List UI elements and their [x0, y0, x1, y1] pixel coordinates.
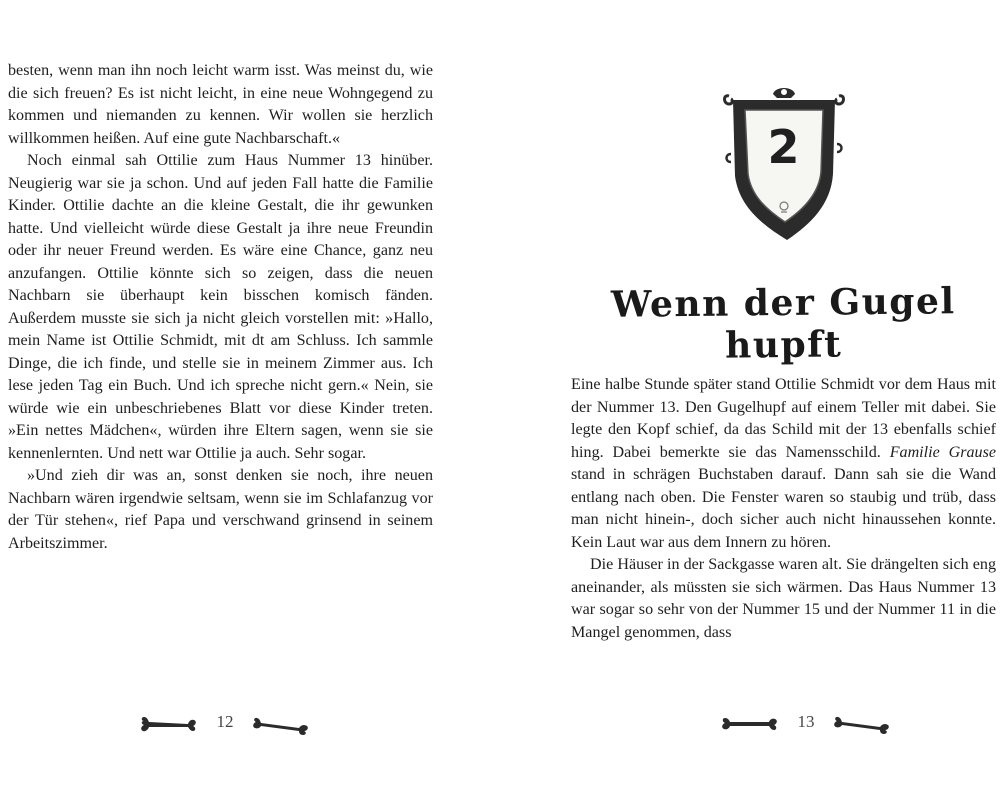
chapter-frame [721, 84, 847, 244]
page-footer [721, 708, 891, 742]
paragraph-text: stand in schrägen Buchstaben darauf. Dann sah sie die Wand entlang nach oben. Die Fenster waren so staubig und trüb, dass man nicht hinein-, doch sicher auch nicht hinaussehen konnte. Kein Laut war aus dem Innern zu hören. [571, 466, 996, 551]
bone-icon [721, 714, 779, 736]
paragraph: Noch einmal sah Ottilie zum Haus Nummer 13 hinüber. Neugierig war sie ja schon. Und auf jeden Fall hatte die Familie Kinder. Ottilie dachte an die kleine Gestalt, die ihr gewunken hatte. Und vielleicht würde diese Gestalt ja ihre neue Freundin oder ihr neuer Freund werden. Es wäre eine Chance, ganz neu anzufangen. Ottilie könnte sich so zeigen, dass die neuen Nachbarn sie überhaupt kein bisschen komisch fänden. Außerdem musste sie sich ja nicht gleich vorstellen mit: »Hallo, mein Name ist Ottilie Schmidt, mit dt am Schluss. Ich sammle Dinge, die ich finde, und stelle sie in meinem Zimmer aus. Ich lese jeden Tag ein Buch. Und ich spreche nicht gern.« Nein, sie würde wie ein unbeschriebenes Blatt vor diese Kinder treten. »Ein nettes Mädchen«, würden ihre Eltern sagen, wenn sie sie kennenlernten. Und nett war Ottilie ja auch. Sehr sogar. [8, 152, 433, 462]
paragraph: Die Häuser in der Sackgasse waren alt. Sie drängelten sich eng aneinander, als müssten sie sich wärmen. Das Haus Nummer 13 war sogar so sehr von der Nummer 15 und der Nummer 11 in die Mangel genommen, dass [571, 556, 996, 641]
family-name-emphasis: Familie Grause [889, 443, 996, 461]
paragraph: besten, wenn man ihn noch leicht warm isst. Was meinst du, wie die sich freuen? Es ist nicht leicht, in eine neue Wohngegend zu kommen und niemanden zu kennen. Wir wollen sie herzlich willkommen heißen. Auf eine gute Nachbarschaft.« [8, 62, 433, 147]
page-footer [140, 708, 310, 742]
right-page-text [571, 374, 996, 644]
bone-icon [252, 714, 310, 736]
bone-icon [833, 714, 891, 736]
left-page-text [8, 60, 433, 555]
chapter-title: Wenn der Gugel hupft [610, 280, 956, 367]
paragraph-text: Eine halbe Stunde später stand Ottilie Schmidt vor dem Haus mit der Nummer 13. Den Gugelhupf auf einem Teller mit dabei. Sie legte den Kopf schief, da das Schild mit der 13 ebenfalls schief hing. Dabei bemerkte sie das Namensschild. [571, 376, 996, 461]
chapter-number: 2 [767, 120, 801, 174]
page-number: 12 [216, 712, 234, 731]
bone-icon [140, 714, 198, 736]
page-number: 13 [797, 712, 815, 731]
paragraph [571, 374, 996, 554]
paragraph: »Und zieh dir was an, sonst denken sie noch, ihre neuen Nachbarn wären irgendwie seltsam, wenn sie im Schlafanzug vor der Tür stehen«, rief Papa und verschwand grinsend in seinem Arbeitszimmer. [8, 467, 433, 552]
